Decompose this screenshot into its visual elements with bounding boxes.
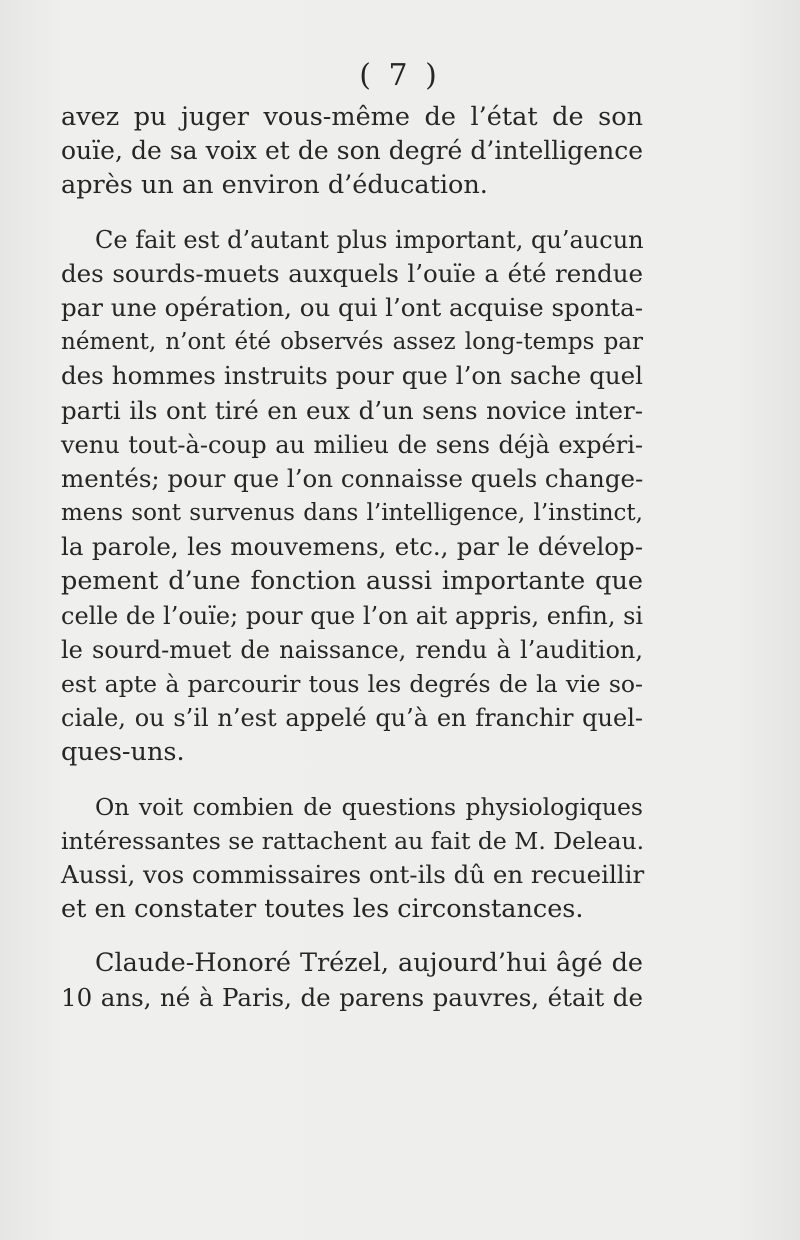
paragraph-3 xyxy=(61,790,643,927)
text-line: par une opération, ou qui l’ont acquise sponta- xyxy=(61,292,643,322)
text-line: 10 ans, né à Paris, de parens pauvres, était de xyxy=(61,982,643,1012)
text-line: On voit combien de questions physiologiques xyxy=(95,792,643,821)
paragraph-2 xyxy=(61,223,643,770)
body-text xyxy=(61,100,643,1015)
page-number: ( 7 ) xyxy=(359,58,441,93)
text-line: intéressantes se rattachent au fait de M. Deleau. xyxy=(61,826,645,855)
text-line: le sourd-muet de naissance, rendu à l’audition, xyxy=(61,635,643,664)
paragraph-gap xyxy=(61,770,643,790)
text-line: nément, n’ont été observés assez long-temps par xyxy=(61,329,643,356)
text-line: des hommes instruits pour que l’on sache quel xyxy=(61,361,643,391)
text-line: venu tout-à-coup au milieu de sens déjà expéri- xyxy=(61,430,643,459)
paragraph-gap xyxy=(61,203,643,223)
text-line: après un an environ d’éducation. xyxy=(61,170,488,201)
text-line: et en constater toutes les circonstances. xyxy=(61,894,584,925)
text-line: est apte à parcourir tous les degrés de la vie so- xyxy=(61,670,643,698)
text-line: des sourds-muets auxquels l’ouïe a été rendue xyxy=(61,258,643,288)
text-line: avez pu juger vous-même de l’état de son xyxy=(61,102,643,132)
text-line: ouïe, de sa voix et de son degré d’intelligence xyxy=(61,136,643,166)
text-line: mens sont survenus dans l’intelligence, l’instinct, xyxy=(61,500,643,527)
text-line: la parole, les mouvemens, etc., par le dévelop- xyxy=(61,532,643,562)
text-line: Aussi, vos commissaires ont-ils dû en recueillir xyxy=(61,859,645,889)
text-line: pement d’une fonction aussi importante que xyxy=(61,566,643,597)
text-line: ciale, ou s’il n’est appelé qu’à en franchir quel- xyxy=(61,704,643,733)
paragraph-1 xyxy=(61,100,643,203)
text-line: ques-uns. xyxy=(61,737,185,768)
paragraph-4 xyxy=(61,946,643,1014)
text-line: Ce fait est d’autant plus important, qu’aucun xyxy=(95,225,644,254)
paragraph-gap xyxy=(61,926,643,946)
text-line: celle de l’ouïe; pour que l’on ait appris, enfin, si xyxy=(61,601,644,630)
text-line: Claude-Honoré Trézel, aujourd’hui âgé de xyxy=(95,948,643,979)
text-line: mentés; pour que l’on connaisse quels change- xyxy=(61,463,644,493)
text-line: parti ils ont tiré en eux d’un sens novice inter- xyxy=(61,395,643,425)
